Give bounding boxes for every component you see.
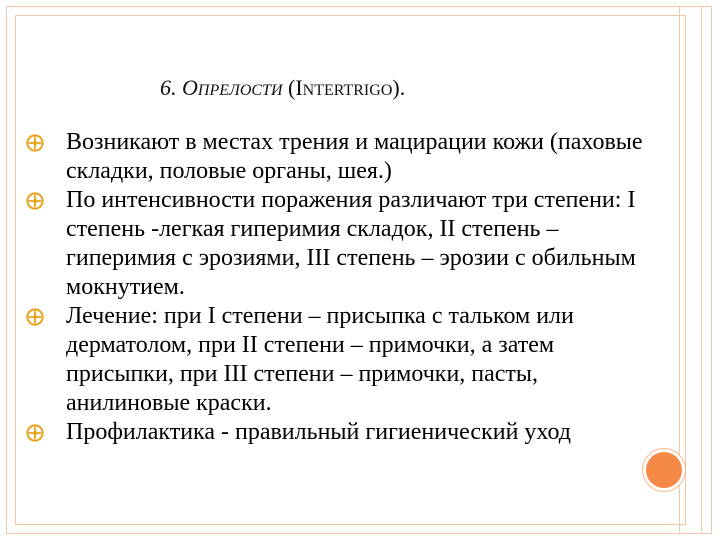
title-word: ОПРЕЛОСТИ [182,75,283,100]
list-item [26,418,666,447]
slide-title: 6. ОПРЕЛОСТИ (INTERTRIGO). [160,75,406,100]
flower-bullet-icon [26,308,44,326]
bullet-text: Возникают в местах трения и мацирации кожи (паховые складки, половые органы, шея.) [66,129,643,184]
bullet-text: По интенсивности поражения различают три степени: I степень -легкая гиперимия складок, II степень – гиперимия с эрозиями, III степень – эрозии с обильным мокнутием. [66,187,636,300]
list-item [26,302,666,418]
flower-bullet-icon [26,424,44,442]
flower-bullet-icon [26,192,44,210]
bullet-list [26,128,666,447]
list-item [26,186,666,302]
list-item [26,128,666,186]
orange-circle-decor [643,449,685,491]
title-number: 6. [160,75,177,100]
flower-bullet-icon [26,134,44,152]
bullet-text: Профилактика - правильный гигиенический уход [66,419,572,445]
side-decor-line [701,6,702,534]
bullet-text: Лечение: при I степени – присыпка с тальком или дерматолом, при II степени – примочки, а затем присыпки, при III степени – примочки, пасты, анилиновые краски. [66,303,574,416]
